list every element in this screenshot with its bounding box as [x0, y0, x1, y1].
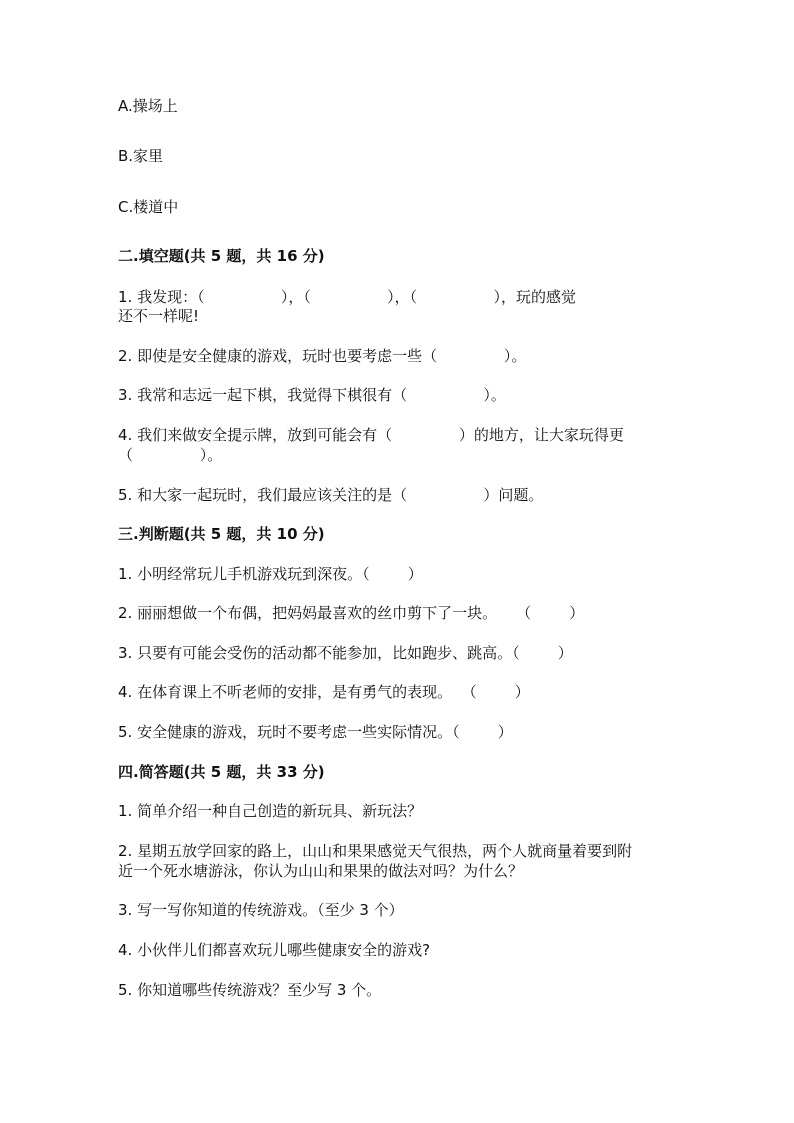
- section-heading-short: 四.简答题(共 5 题，共 33 分): [118, 763, 325, 781]
- judge-question-2: 2. 丽丽想做一个布偶，把妈妈最喜欢的丝巾剪下了一块。 （ ）: [118, 604, 585, 622]
- short-question-1: 1. 简单介绍一种自己创造的新玩具、新玩法？: [118, 802, 423, 820]
- short-question-4: 4. 小伙伴儿们都喜欢玩儿哪些健康安全的游戏?: [118, 941, 431, 959]
- option-c: C.楼道中: [118, 198, 179, 216]
- short-question-2: 2. 星期五放学回家的路上，山山和果果感觉天气很热，两个人就商量着要到附: [118, 842, 633, 860]
- fill-question-5: 5. 和大家一起玩时，我们最应该关注的是（ ）问题。: [118, 486, 544, 504]
- judge-question-4: 4. 在体育课上不听老师的安排，是有勇气的表现。 （ ）: [118, 683, 530, 701]
- fill-question-1: 1. 我发现：（ ），（ ），（ ），玩的感觉: [118, 288, 576, 306]
- judge-question-3: 3. 只要有可能会受伤的活动都不能参加，比如跑步、跳高。（ ）: [118, 644, 573, 662]
- short-question-3: 3. 写一写你知道的传统游戏。（至少 3 个）: [118, 901, 404, 919]
- judge-question-1: 1. 小明经常玩儿手机游戏玩到深夜。（ ）: [118, 565, 423, 583]
- fill-question-4-cont: （ ）。: [118, 446, 223, 464]
- fill-question-3: 3. 我常和志远一起下棋，我觉得下棋很有（ ）。: [118, 386, 506, 404]
- section-heading-judge: 三.判断题(共 5 题，共 10 分): [118, 525, 325, 543]
- option-a: A.操场上: [118, 97, 178, 115]
- section-heading-fill: 二.填空题(共 5 题，共 16 分): [118, 247, 325, 265]
- fill-question-1-cont: 还不一样呢!: [118, 307, 200, 325]
- fill-question-4: 4. 我们来做安全提示牌，放到可能会有（ ）的地方，让大家玩得更: [118, 426, 624, 444]
- short-question-2-cont: 近一个死水塘游泳，你认为山山和果果的做法对吗？为什么？: [118, 862, 524, 880]
- judge-question-5: 5. 安全健康的游戏，玩时不要考虑一些实际情况。（ ）: [118, 723, 513, 741]
- fill-question-2: 2. 即使是安全健康的游戏，玩时也要考虑一些（ ）。: [118, 347, 527, 365]
- short-question-5: 5. 你知道哪些传统游戏？至少写 3 个。: [118, 981, 382, 999]
- option-b: B.家里: [118, 147, 164, 165]
